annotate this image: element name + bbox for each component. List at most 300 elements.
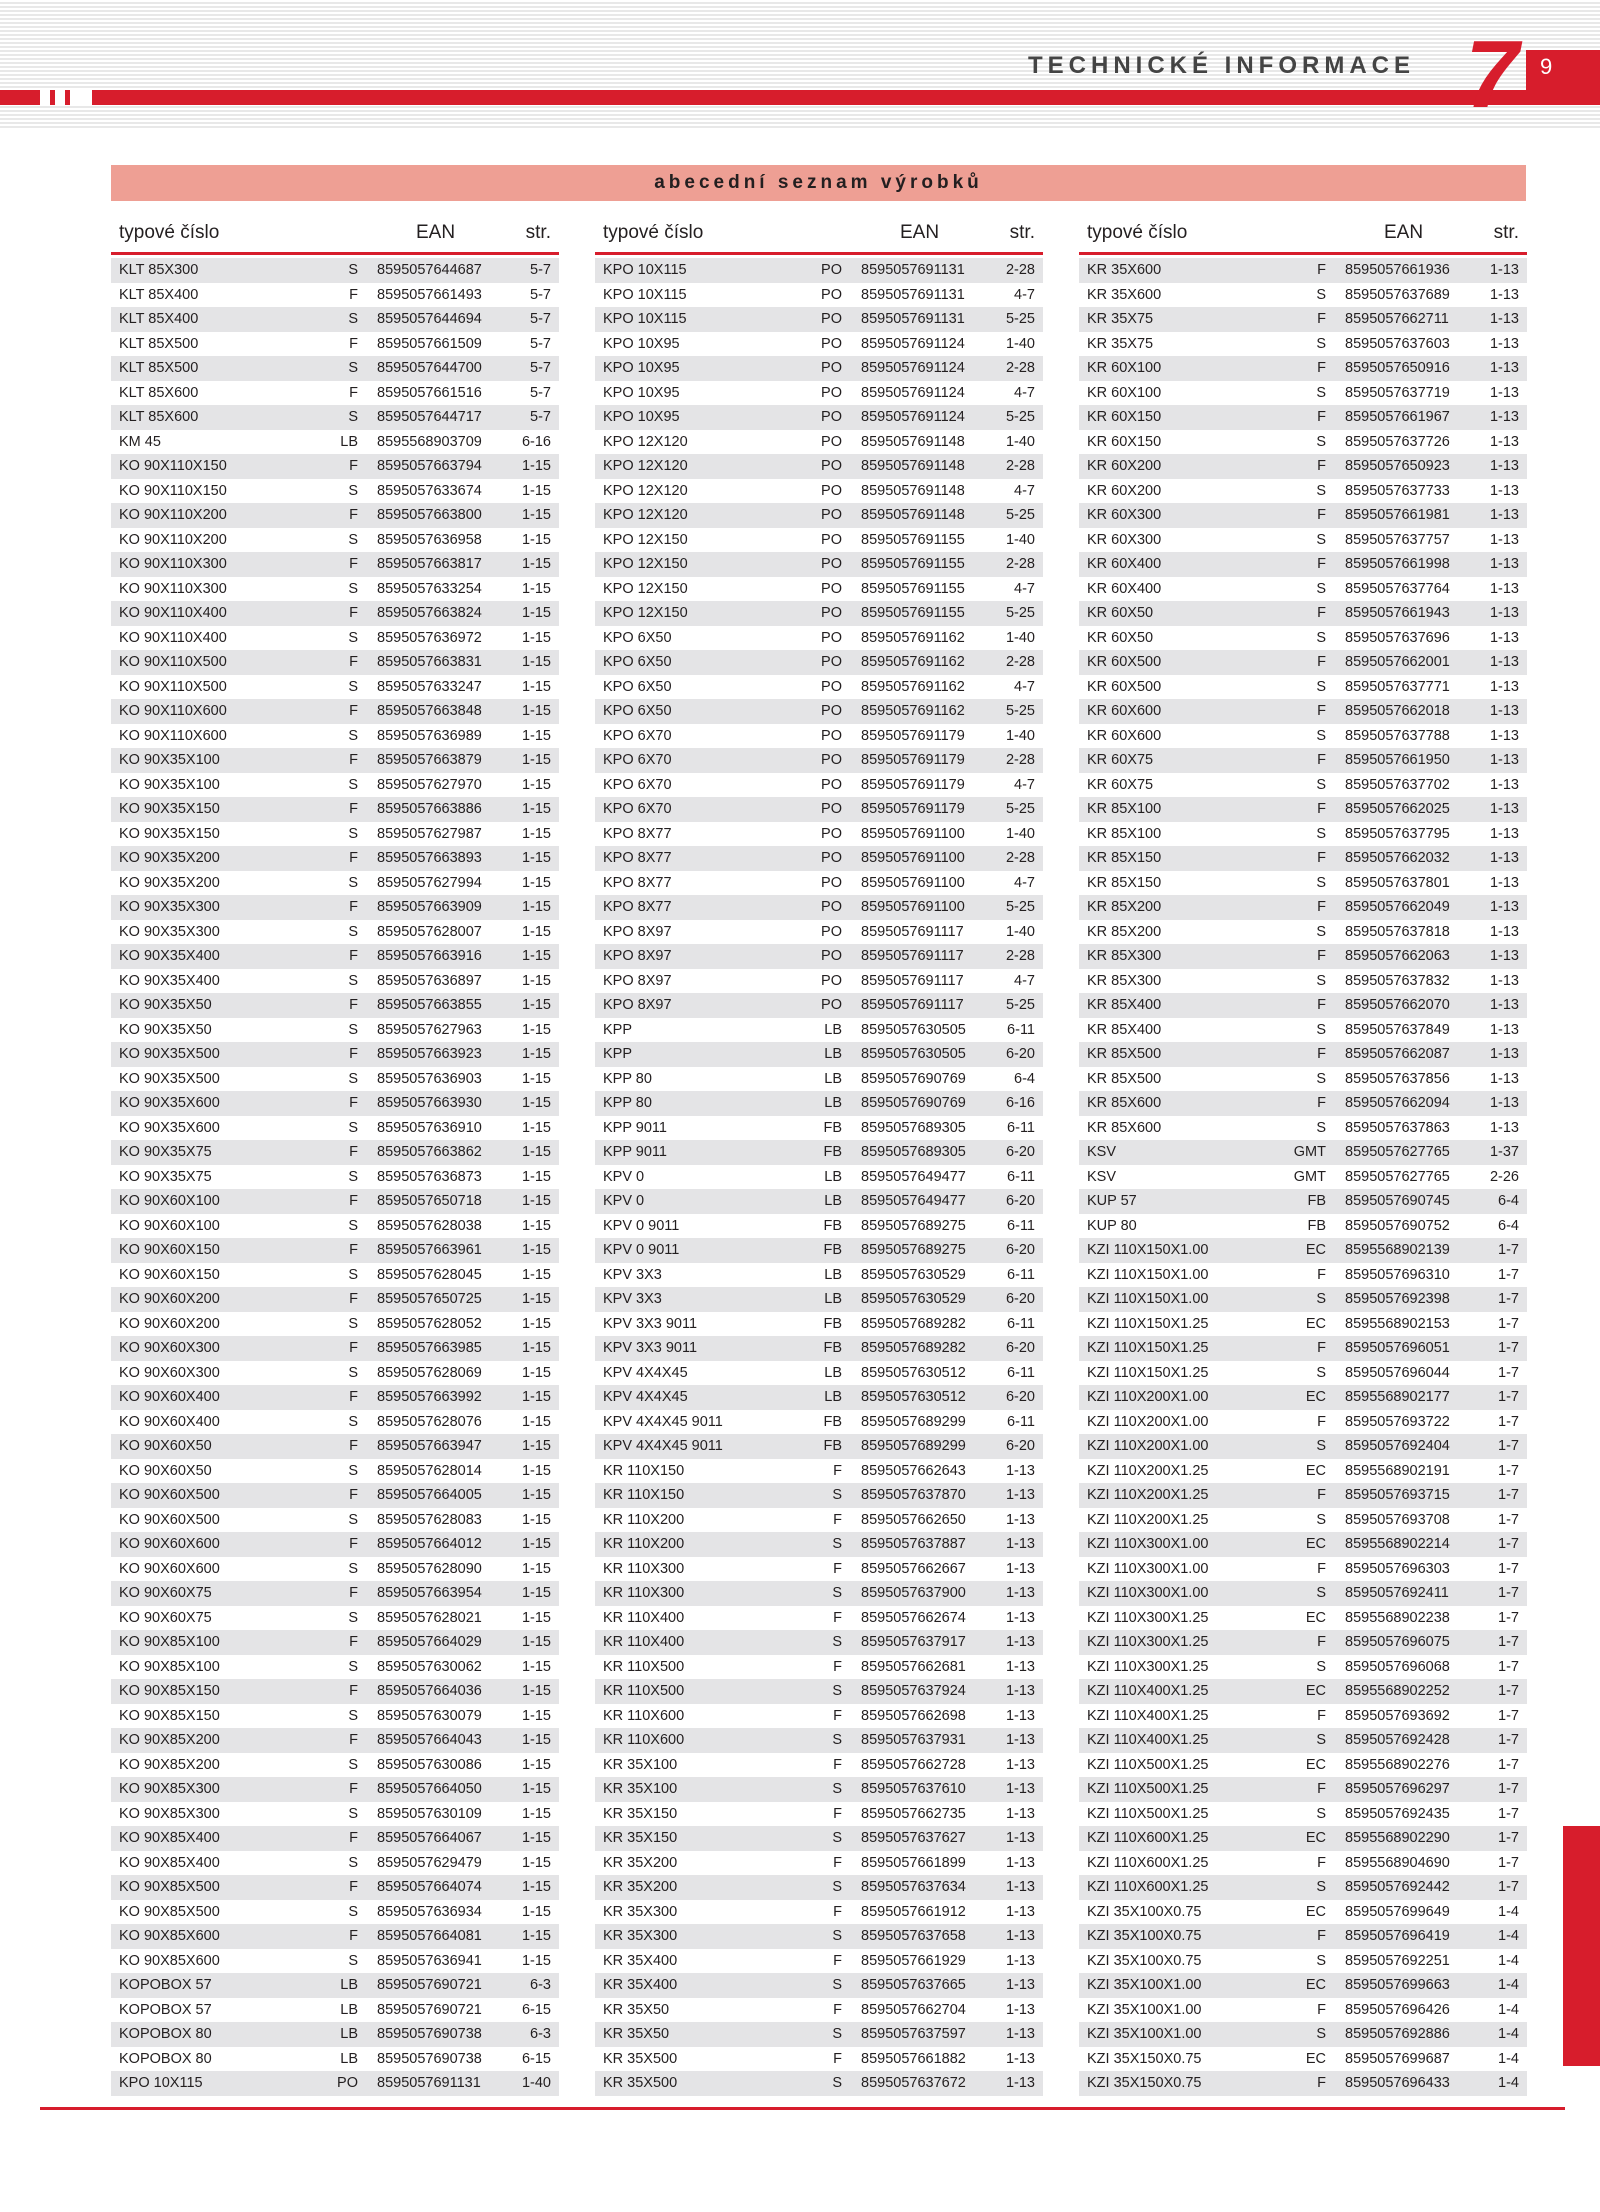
rows [595,258,1043,2096]
product-code: KR 110X300 [603,1585,685,1601]
product-code: KO 90X60X150 [119,1266,220,1283]
ean-code: 8595057636903 [377,1070,482,1087]
page-ref: 1-7 [1498,1609,1519,1626]
ean-code: 8595057661981 [1345,507,1450,523]
table-row [1079,920,1527,945]
table-row [595,1875,1043,1900]
page-ref: 1-13 [1489,948,1519,964]
product-code: KPV 3X3 [603,1291,662,1307]
table-row [1079,699,1527,724]
ean-code: 8595057691162 [861,629,965,646]
table-row [1079,1998,1527,2023]
product-code: KZI 110X300X1.25 [1087,1658,1209,1675]
material-code: EC [1305,1536,1326,1552]
material-code: S [348,580,358,597]
page-ref: 1-13 [1489,1021,1519,1038]
page-ref: 5-25 [1005,703,1035,719]
material-code: FB [823,1242,842,1258]
page-ref: 1-13 [1005,2075,1035,2091]
table-row [595,1483,1043,1508]
product-code: KR 85X500 [1087,1070,1162,1087]
material-code: F [349,1536,358,1552]
ean-code: 8595568902177 [1345,1389,1450,1405]
material-code: S [832,1585,842,1601]
page-ref: 1-4 [1498,1952,1519,1969]
material-code: S [348,1511,358,1528]
table-row [1079,675,1527,700]
product-code: KR 35X200 [603,1879,678,1895]
page-ref: 1-40 [1005,433,1035,450]
table-row [595,1410,1043,1435]
table-row [595,1851,1043,1876]
material-code: F [1317,948,1326,964]
product-code: KR 85X600 [1087,1095,1162,1111]
product-code: KPO 12X120 [603,507,688,523]
page-ref: 2-28 [1005,360,1035,376]
table-row [111,993,559,1018]
ean-code: 8595057663879 [377,752,482,768]
page-ref: 1-15 [521,654,551,670]
material-code: F [1317,1340,1326,1356]
table-row [595,601,1043,626]
product-code: KO 90X85X150 [119,1707,220,1724]
table-row [1079,479,1527,504]
page-ref: 2-28 [1005,556,1035,572]
table-row [111,1998,559,2023]
ean-code: 8595568903709 [377,433,482,450]
ean-code: 8595057662735 [861,1805,966,1822]
table-row [595,1655,1043,1680]
product-code: KOPOBOX 80 [119,2050,212,2067]
table-row [1079,381,1527,406]
ean-code: 8595057689299 [861,1438,966,1454]
ean-code: 8595057661493 [377,286,482,303]
material-code: EC [1305,1462,1326,1479]
material-code: EC [1305,1242,1326,1258]
product-code: KR 60X600 [1087,703,1162,719]
ean-code: 8595057691179 [861,776,965,793]
ean-code: 8595057637795 [1345,825,1450,842]
product-code: KO 90X60X600 [119,1536,220,1552]
material-code: S [1316,433,1326,450]
table-row [111,895,559,920]
table-row [1079,1949,1527,1974]
ean-code: 8595057691148 [861,507,965,523]
material-code: S [832,1830,842,1846]
page-ref: 1-7 [1498,1438,1519,1454]
product-code: KPP 80 [603,1095,652,1111]
material-code: S [348,1952,358,1969]
ean-code: 8595057637702 [1345,776,1450,793]
table-row [111,1459,559,1484]
material-code: F [1317,1487,1326,1503]
page-ref: 1-7 [1498,1364,1519,1381]
table-row [595,479,1043,504]
material-code: LB [824,1389,842,1405]
table-row [595,1606,1043,1631]
page-ref: 1-15 [521,1585,551,1601]
product-code: KR 110X300 [603,1560,685,1577]
table-row [1079,822,1527,847]
material-code: F [1317,507,1326,523]
material-code: F [349,801,358,817]
product-code: KO 90X85X200 [119,1756,220,1773]
page-ref: 1-4 [1498,1903,1519,1920]
page-ref: 1-7 [1498,1389,1519,1405]
header-page: str. [1493,222,1519,243]
ean-code: 8595057693692 [1345,1707,1450,1724]
material-code: S [348,1903,358,1920]
page-ref: 1-13 [1489,580,1519,597]
ean-code: 8595057637887 [861,1536,966,1552]
ean-code: 8595057663848 [377,703,482,719]
material-code: LB [824,1291,842,1307]
table-row [1079,1263,1527,1288]
material-code: F [349,1095,358,1111]
material-code: LB [824,1193,842,1209]
table-row [111,1214,559,1239]
ean-code: 8595057663947 [377,1438,482,1454]
ean-code: 8595057633247 [377,678,482,695]
page-ref: 1-15 [521,1756,551,1773]
page-ref: 1-15 [521,531,551,548]
product-code: KPO 6X70 [603,801,672,817]
ean-code: 8595057691100 [861,825,965,842]
ean-code: 8595057630086 [377,1756,482,1773]
material-code: S [348,262,358,278]
product-code: KR 35X600 [1087,286,1162,303]
page-ref: 1-15 [521,1830,551,1846]
table-row [1079,1826,1527,1851]
table-row [595,1753,1043,1778]
ean-code: 8595057627987 [377,825,482,842]
product-code: KPO 10X95 [603,335,680,352]
header-ean: EAN [900,222,940,243]
product-code: KR 85X400 [1087,997,1162,1013]
table-row [111,1851,559,1876]
material-code: S [832,1634,842,1650]
page-ref: 1-7 [1498,1511,1519,1528]
page-ref: 1-15 [521,1634,551,1650]
ean-code: 8595057630512 [861,1364,966,1381]
table-row [1079,1581,1527,1606]
product-code: KPV 3X3 9011 [603,1340,698,1356]
page-ref: 4-7 [1014,972,1035,989]
material-code: F [349,899,358,915]
ean-code: 8595057663893 [377,850,482,866]
page-ref: 1-15 [521,1095,551,1111]
material-code: PO [821,409,842,425]
material-code: S [832,2075,842,2091]
product-code: KPO 12X120 [603,433,688,450]
material-code: S [1316,1879,1326,1895]
product-code: KO 90X35X600 [119,1119,220,1136]
product-code: KPV 0 9011 [603,1242,680,1258]
material-code: S [832,1683,842,1699]
material-code: S [1316,1021,1326,1038]
product-code: KPO 10X95 [603,360,680,376]
page-ref: 1-15 [521,899,551,915]
product-code: KZI 110X200X1.25 [1087,1511,1209,1528]
table-row [111,822,559,847]
material-code: F [349,556,358,572]
product-code: KO 90X60X50 [119,1462,212,1479]
table-row [1079,1679,1527,1704]
ean-code: 8595057663985 [377,1340,482,1356]
table-row [595,993,1043,1018]
material-code: EC [1305,1756,1326,1773]
page-ref: 1-15 [521,727,551,744]
product-code: KR 60X500 [1087,654,1162,670]
table-row [1079,1704,1527,1729]
ean-code: 8595057692886 [1345,2026,1450,2042]
page-ref: 4-7 [1014,580,1035,597]
material-code: LB [340,2001,358,2018]
product-code: KR 35X50 [603,2026,670,2042]
table-row [595,332,1043,357]
page-ref: 1-13 [1489,752,1519,768]
page-ref: 1-4 [1498,2026,1519,2042]
material-code: S [1316,580,1326,597]
table-row [1079,528,1527,553]
table-row [595,405,1043,430]
ean-code: 8595057662070 [1345,997,1450,1013]
product-code: KR 110X600 [603,1732,685,1748]
product-code: KO 90X60X600 [119,1560,220,1577]
material-code: PO [821,948,842,964]
page-ref: 6-11 [1007,1119,1035,1136]
product-code: KZI 110X500X1.25 [1087,1756,1209,1773]
page-ref: 1-15 [521,458,551,474]
ean-code: 8595057661967 [1345,409,1450,425]
material-code: S [348,1462,358,1479]
table-row [595,1508,1043,1533]
ean-code: 8595057637771 [1345,678,1450,695]
product-code: KLT 85X600 [119,409,199,425]
section-title: TECHNICKÉ INFORMACE [1028,52,1415,79]
table-row [1079,1336,1527,1361]
material-code: PO [821,580,842,597]
material-code: S [348,1168,358,1185]
material-code: PO [821,605,842,621]
page-ref: 1-15 [521,580,551,597]
material-code: S [348,1707,358,1724]
material-code: F [349,1781,358,1797]
material-code: S [348,629,358,646]
product-code: KOPOBOX 57 [119,2001,212,2018]
product-code: KO 90X110X400 [119,605,227,621]
product-column-3 [1079,213,1527,2096]
page-ref: 6-20 [1005,1046,1035,1062]
material-code: S [348,1021,358,1038]
product-code: KR 35X500 [603,2050,678,2067]
page-number: 9 [1526,50,1600,94]
ean-code: 8595057644717 [377,409,482,425]
table-row [111,1091,559,1116]
table-row [111,528,559,553]
page-ref: 1-15 [521,1242,551,1258]
page-ref: 1-13 [1489,899,1519,915]
product-code: KR 110X150 [603,1487,685,1503]
page-ref: 1-13 [1489,727,1519,744]
product-code: KO 90X85X400 [119,1830,220,1846]
product-code: KZI 35X150X0.75 [1087,2050,1202,2067]
material-code: EC [1305,2050,1326,2067]
product-code: KPV 0 9011 [603,1217,680,1234]
page-ref: 1-15 [521,1168,551,1185]
page-ref: 1-15 [521,776,551,793]
table-row [595,2047,1043,2072]
material-code: F [349,1144,358,1160]
ean-code: 8595057692435 [1345,1805,1450,1822]
page-ref: 1-7 [1498,1707,1519,1724]
material-code: FB [823,1315,842,1332]
page-ref: 2-28 [1005,262,1035,278]
material-code: S [348,874,358,891]
page-ref: 1-15 [521,1952,551,1969]
page-ref: 1-15 [521,972,551,989]
table-row [595,822,1043,847]
table-row [595,920,1043,945]
page-ref: 1-7 [1498,1854,1519,1871]
material-code: S [1316,678,1326,695]
table-row [1079,2047,1527,2072]
table-row [111,1116,559,1141]
material-code: F [1317,1046,1326,1062]
material-code: S [348,1854,358,1871]
ean-code: 8595057628069 [377,1364,482,1381]
ean-code: 8595057662063 [1345,948,1450,964]
product-code: KR 35X600 [1087,262,1162,278]
page-ref: 1-15 [521,752,551,768]
table-row [1079,895,1527,920]
material-code: PO [821,678,842,695]
product-code: KR 60X100 [1087,384,1162,401]
page-ref: 1-13 [1489,335,1519,352]
ean-code: 8595057628076 [377,1413,482,1430]
product-code: KR 60X300 [1087,531,1162,548]
material-code: F [1317,2075,1326,2091]
material-code: PO [821,335,842,352]
page-ref: 2-28 [1005,654,1035,670]
page-ref: 1-40 [1005,923,1035,940]
table-row [595,2022,1043,2047]
page-ref: 1-15 [521,1732,551,1748]
page-ref: 1-13 [1489,1070,1519,1087]
table-row [1079,601,1527,626]
product-code: KZI 110X200X1.00 [1087,1389,1209,1405]
ean-code: 8595057662001 [1345,654,1450,670]
material-code: FB [823,1438,842,1454]
table-row [595,1777,1043,1802]
page-ref: 5-7 [530,335,551,352]
product-code: KO 90X35X600 [119,1095,220,1111]
product-code: KR 110X150 [603,1462,685,1479]
table-row [595,381,1043,406]
table-row [111,1630,559,1655]
product-code: KPP 80 [603,1070,652,1087]
material-code: F [349,948,358,964]
table-row [1079,1606,1527,1631]
material-code: F [1317,997,1326,1013]
ean-code: 8595057637597 [861,2026,966,2042]
product-code: KZI 110X150X1.00 [1087,1242,1209,1258]
ean-code: 8595057636941 [377,1952,482,1969]
material-code: LB [824,1070,842,1087]
material-code: PO [821,433,842,450]
table-row [1079,969,1527,994]
ean-code: 8595057663862 [377,1144,482,1160]
material-code: S [348,1315,358,1332]
ean-code: 8595057663909 [377,899,482,915]
ean-code: 8595057650923 [1345,458,1450,474]
ean-code: 8595057691148 [861,458,965,474]
page-ref: 5-25 [1005,997,1035,1013]
material-code: F [349,1830,358,1846]
material-code: S [1316,825,1326,842]
ean-code: 8595057691179 [861,801,965,817]
ean-code: 8595568902214 [1345,1536,1450,1552]
ean-code: 8595057663930 [377,1095,482,1111]
table-row [111,1679,559,1704]
ean-code: 8595057689299 [861,1413,966,1430]
ean-code: 8595057696419 [1345,1928,1450,1944]
page-ref: 1-15 [521,1021,551,1038]
material-code: F [833,1854,842,1871]
ean-code: 8595057661943 [1345,605,1450,621]
page-ref: 5-7 [530,360,551,376]
page-ref: 1-13 [1005,1658,1035,1675]
ean-code: 8595057662667 [861,1560,966,1577]
material-code: PO [821,360,842,376]
page-ref: 1-15 [521,1070,551,1087]
table-row [111,1189,559,1214]
ean-code: 8595057691162 [861,654,965,670]
material-code: S [348,409,358,425]
ean-code: 8595057691162 [861,678,965,695]
product-code: KR 35X50 [603,2001,670,2018]
table-row [111,1483,559,1508]
ean-code: 8595057690745 [1345,1193,1450,1209]
ean-code: 8595057637610 [861,1781,966,1797]
page-ref: 5-7 [530,409,551,425]
material-code: S [832,2026,842,2042]
table-row [595,1067,1043,1092]
product-code: KO 90X110X200 [119,531,227,548]
material-code: LB [824,1095,842,1111]
product-code: KO 90X110X150 [119,458,227,474]
material-code: F [1317,409,1326,425]
table-row [1079,307,1527,332]
product-code: KO 90X110X150 [119,482,227,499]
product-code: KZI 110X150X1.00 [1087,1266,1209,1283]
ean-code: 8595057633674 [377,482,482,499]
table-row [595,944,1043,969]
material-code: S [832,1977,842,1993]
ean-code: 8595057629479 [377,1854,482,1871]
table-row [111,1900,559,1925]
table-row [111,626,559,651]
page-ref: 1-13 [1489,801,1519,817]
material-code: F [349,1438,358,1454]
table-row [595,2071,1043,2096]
ean-code: 8595057662728 [861,1756,966,1773]
table-row [595,1042,1043,1067]
page-ref: 1-13 [1005,1879,1035,1895]
material-code: FB [823,1217,842,1234]
ean-code: 8595057663886 [377,801,482,817]
page-ref: 1-13 [1005,1977,1035,1993]
